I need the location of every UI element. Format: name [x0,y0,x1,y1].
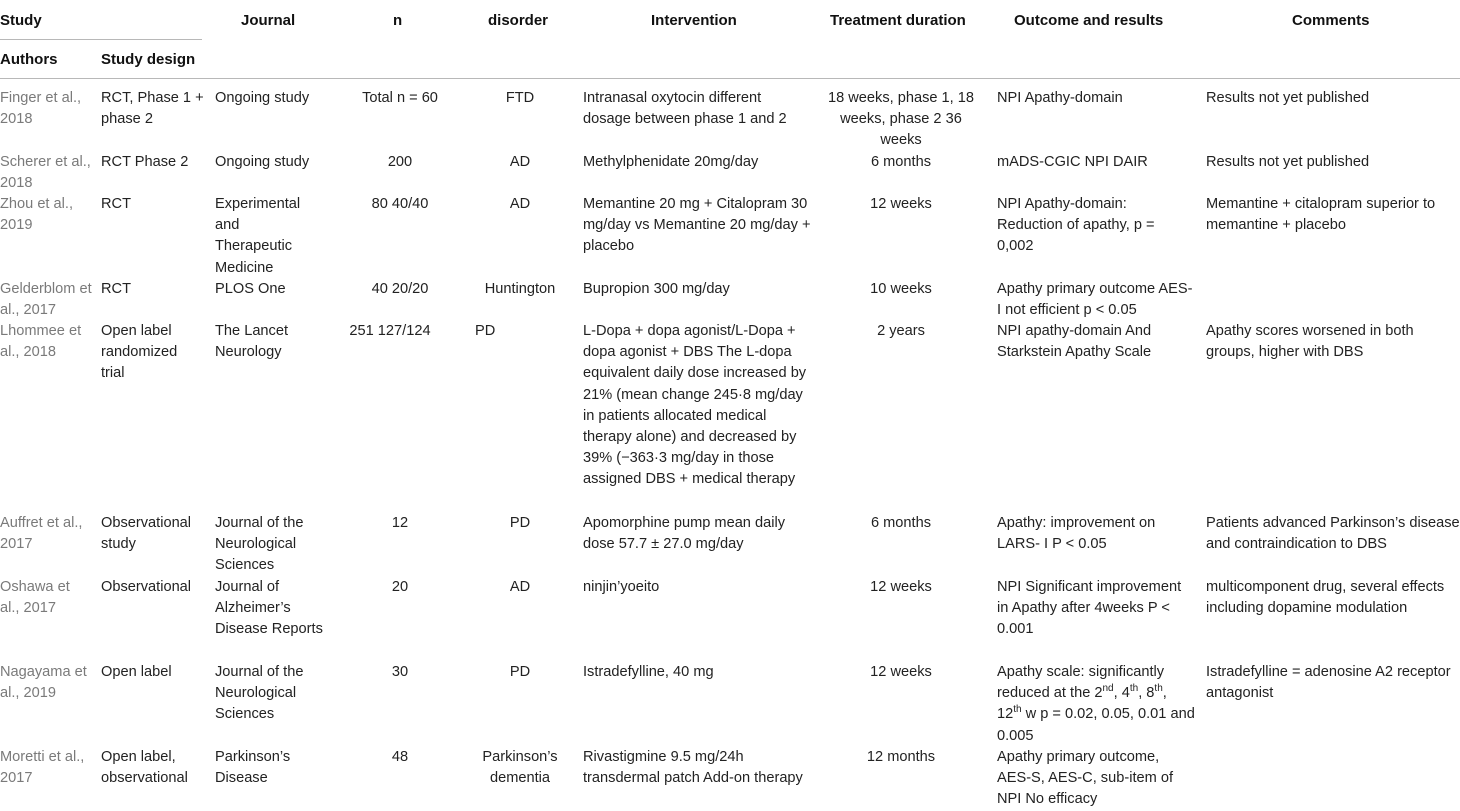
cell-design: Open label, observational [101,749,188,787]
cell-duration: 12 weeks [870,579,932,595]
cell-duration: 12 weeks [870,196,932,212]
cell-disorder: PD [509,664,531,680]
cell-n: 20 [391,579,409,595]
header-treatment-duration: Treatment duration [830,12,966,29]
header-comments: Comments [1292,12,1370,29]
cell-authors: Lhommee et al., 2018 [0,323,82,361]
cell-duration: 10 weeks [870,281,932,297]
cell-comments: multicomponent drug, several effects including dopamine modulation [1206,579,1445,617]
cell-comments: Results not yet published [1206,154,1370,170]
cell-authors: Finger et al., 2018 [0,90,82,128]
cell-authors: Nagayama et al., 2019 [0,664,87,702]
header-bottom-rule [0,78,1460,79]
cell-comments: Apathy scores worsened in both groups, higher with DBS [1206,323,1414,361]
cell-outcome: NPI Apathy-domain: Reduction of apathy, p = 0,002 [997,196,1155,255]
cell-intervention: Bupropion 300 mg/day [583,281,730,297]
header-disorder: disorder [488,12,549,29]
cell-n: Total n = 60 [362,90,438,106]
cell-n: 200 [387,154,413,170]
cell-outcome: Apathy primary outcome AES-I not efficient p < 0.05 [997,281,1193,319]
cell-journal: Journal of Alzheimer’s Disease Reports [215,579,323,638]
ordinal-suffix: th [1154,683,1163,695]
cell-n: 251 127/124 [349,323,431,339]
cell-disorder: PD [475,323,496,339]
cell-duration: 6 months [870,154,932,170]
cell-duration: 2 years [877,323,925,339]
cell-comments: Istradefylline = adenosine A2 receptor antagonist [1206,664,1451,702]
outcome-text-part: Apathy scale: significantly reduced at the 2 [997,664,1165,702]
cell-n: 30 [391,664,409,680]
cell-disorder: PD [509,515,531,531]
cell-journal: Ongoing study [215,154,310,170]
cell-outcome: NPI apathy-domain And Starkstein Apathy Scale [997,323,1152,361]
cell-journal: Parkinson’s Disease [215,749,291,787]
cell-outcome: mADS-CGIC NPI DAIR [997,154,1148,170]
cell-duration: 6 months [870,515,932,531]
cell-design: RCT Phase 2 [101,154,189,170]
cell-design: RCT [101,281,131,297]
header-study-underline [0,39,202,40]
cell-intervention: ninjin’yoeito [583,579,660,595]
cell-duration: 12 months [866,749,936,765]
cell-intervention: Rivastigmine 9.5 mg/24h transdermal patch Add-on therapy [583,749,803,787]
outcome-text-part: w p = 0.02, 0.05, 0.01 and 0.005 [997,706,1195,744]
ordinal-suffix: nd [1102,683,1114,695]
cell-journal: Ongoing study [215,90,310,106]
cell-intervention: Memantine 20 mg + Citalopram 30 mg/day vs Memantine 20 mg/day + placebo [583,196,811,255]
header-authors: Authors [0,51,58,68]
cell-journal: Journal of the Neurological Sciences [215,515,304,574]
cell-comments: Patients advanced Parkinson’s disease and contraindication to DBS [1206,515,1460,553]
cell-n: 80 40/40 [371,196,429,212]
ordinal-suffix: th [1013,704,1022,716]
cell-intervention: Apomorphine pump mean daily dose 57.7 ± 27.0 mg/day [583,515,785,553]
cell-authors: Oshawa et al., 2017 [0,579,70,617]
cell-design: Observational [101,579,192,595]
cell-authors: Auffret et al., 2017 [0,515,83,553]
cell-disorder: AD [509,154,531,170]
cell-disorder: AD [509,579,531,595]
cell-authors: Moretti et al., 2017 [0,749,85,787]
cell-design: RCT [101,196,131,212]
cell-disorder: AD [509,196,531,212]
outcome-text-part: , 8 [1138,685,1155,702]
cell-authors: Scherer et al., 2018 [0,154,91,192]
cell-duration: 12 weeks [870,664,932,680]
cell-design: RCT, Phase 1 + phase 2 [101,90,204,128]
outcome-text-part: , 4 [1113,685,1130,702]
cell-intervention: Intranasal oxytocin different dosage between phase 1 and 2 [583,90,787,128]
cell-outcome: NPI Significant improvement in Apathy after 4weeks P < 0.001 [997,579,1182,638]
cell-outcome: Apathy primary outcome, AES-S, AES-C, sub-item of NPI No efficacy [997,749,1173,808]
header-study: Study [0,12,42,29]
cell-outcome: NPI Apathy-domain [997,90,1123,106]
header-intervention: Intervention [651,12,737,29]
cell-n: 48 [391,749,409,765]
cell-outcome: Apathy: improvement on LARS- I P < 0.05 [997,515,1156,553]
cell-n: 12 [391,515,409,531]
cell-design: Observational study [101,515,192,553]
cell-intervention: Methylphenidate 20mg/day [583,154,759,170]
cell-outcome [997,662,1195,747]
cell-comments: Memantine + citalopram superior to memantine + placebo [1206,196,1436,234]
header-study-design: Study design [101,51,196,68]
header-n: n [393,12,403,29]
cell-duration: 18 weeks, phase 1, 18 weeks, phase 2 36 weeks [827,90,975,149]
cell-design: Open label randomized trial [101,323,178,382]
cell-n: 40 20/20 [371,281,429,297]
cell-disorder: Huntington [484,281,556,297]
cell-journal: Journal of the Neurological Sciences [215,664,304,723]
cell-journal: The Lancet Neurology [215,323,289,361]
header-outcome: Outcome and results [1014,12,1164,29]
cell-authors: Zhou et al., 2019 [0,196,74,234]
cell-intervention: L-Dopa + dopa agonist/L-Dopa + dopa agonist + DBS The L-dopa equivalent daily dose increased by 21% (mean change 245·8 mg/day in patients allocated medical therapy alone) and decreased by 39% (−363·3 mg/day in those assigned DBS + medical therapy [583,323,807,488]
cell-intervention: Istradefylline, 40 mg [583,664,714,680]
cell-comments: Results not yet published [1206,90,1370,106]
cell-journal: PLOS One [215,281,286,297]
cell-journal: Experimental and Therapeutic Medicine [215,196,301,276]
cell-authors: Gelderblom et al., 2017 [0,281,92,319]
cell-disorder: FTD [505,90,535,106]
cell-design: Open label [101,664,172,680]
outcome-text-part: , 12 [997,685,1167,723]
header-journal: Journal [241,12,296,29]
ordinal-suffix: th [1129,683,1139,695]
cell-disorder: Parkinson’s dementia [482,749,558,787]
